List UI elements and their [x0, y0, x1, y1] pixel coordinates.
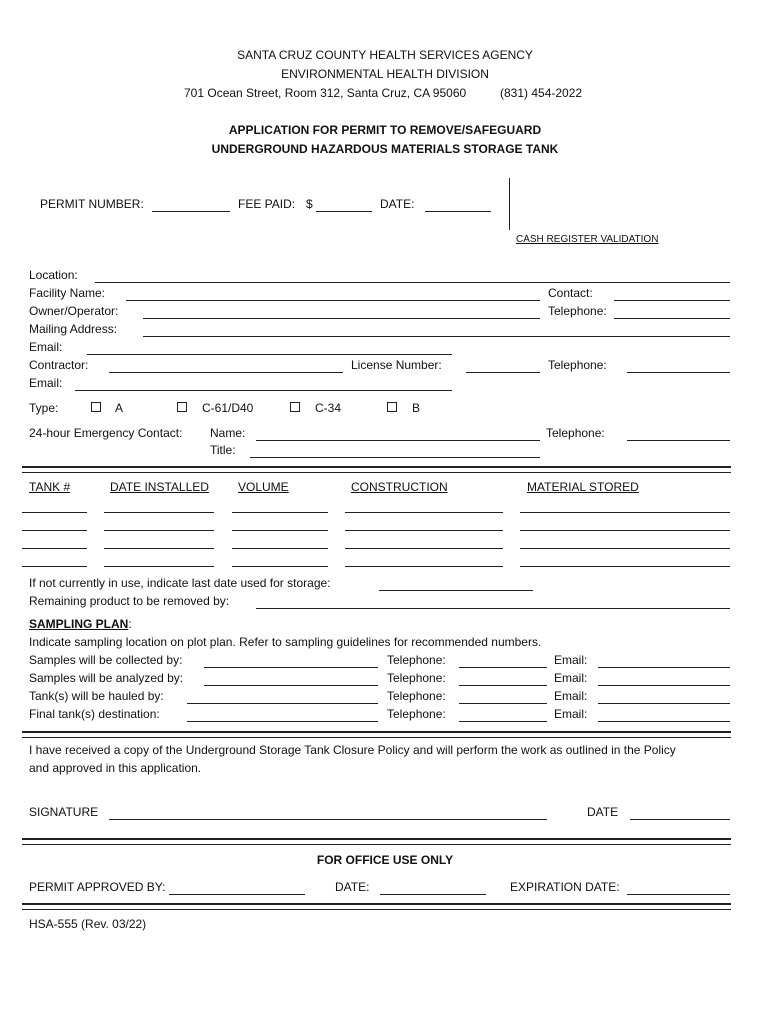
volume-field[interactable] [232, 512, 328, 513]
last-date-used-label: If not currently in use, indicate last date used for storage: [29, 576, 331, 590]
collected-email-field[interactable] [598, 667, 730, 668]
license-number-field[interactable] [466, 372, 540, 373]
location-field[interactable] [95, 282, 730, 283]
expiration-date-field[interactable] [627, 894, 730, 895]
office-date-label: DATE: [335, 880, 370, 894]
analyzed-telephone-field[interactable] [459, 685, 547, 686]
agency-name: SANTA CRUZ COUNTY HEALTH SERVICES AGENCY [237, 48, 533, 62]
hauled-telephone-field[interactable] [459, 703, 547, 704]
construction-header: CONSTRUCTION [351, 480, 448, 494]
tank-number-field[interactable] [22, 566, 87, 567]
office-use-heading: FOR OFFICE USE ONLY [316, 853, 454, 867]
permit-date-field[interactable] [425, 211, 491, 212]
construction-field[interactable] [345, 566, 503, 567]
mailing-address-label: Mailing Address: [29, 322, 118, 336]
volume-field[interactable] [232, 530, 328, 531]
cash-register-validation: CASH REGISTER VALIDATION [516, 234, 659, 245]
sampling-plan-title: SAMPLING PLAN [29, 617, 129, 631]
hauled-telephone-label: Telephone: [387, 689, 446, 703]
license-number-label: License Number: [351, 358, 442, 372]
construction-field[interactable] [345, 512, 503, 513]
material-stored-field[interactable] [520, 548, 730, 549]
permit-number-field[interactable] [152, 211, 230, 212]
date-installed-header: DATE INSTALLED [110, 480, 209, 494]
division-name: ENVIRONMENTAL HEALTH DIVISION [281, 67, 489, 81]
emergency-title-label: Title: [210, 443, 236, 457]
material-stored-field[interactable] [520, 530, 730, 531]
type-label: Type: [29, 401, 59, 415]
owner-operator-field[interactable] [143, 318, 540, 319]
material-stored-header: MATERIAL STORED [527, 480, 639, 494]
type-c34-checkbox[interactable] [290, 402, 300, 412]
analyzed-email-label: Email: [554, 671, 588, 685]
declaration-text-line1: I have received a copy of the Underground Storage Tank Closure Policy and will perform the work as outlined in the Policy [29, 743, 676, 757]
sampling-plan-heading [29, 617, 132, 631]
agency-address: 701 Ocean Street, Room 312, Santa Cruz, CA 95060 [184, 86, 467, 100]
type-b-checkbox[interactable] [387, 402, 397, 412]
emergency-title-field[interactable] [250, 457, 540, 458]
collected-telephone-field[interactable] [459, 667, 547, 668]
hauled-email-field[interactable] [598, 703, 730, 704]
mailing-address-field[interactable] [143, 336, 730, 337]
hauled-email-label: Email: [554, 689, 588, 703]
material-stored-field[interactable] [520, 566, 730, 567]
contact-label: Contact: [548, 286, 593, 300]
date-installed-field[interactable] [104, 548, 214, 549]
hauled-by-field[interactable] [187, 703, 378, 704]
analyzed-by-field[interactable] [204, 685, 378, 686]
form-title-line1: APPLICATION FOR PERMIT TO REMOVE/SAFEGUARD [228, 123, 542, 137]
destination-email-field[interactable] [598, 721, 730, 722]
hauled-by-label: Tank(s) will be hauled by: [29, 689, 164, 703]
type-c61-checkbox[interactable] [177, 402, 187, 412]
expiration-date-label: EXPIRATION DATE: [510, 880, 620, 894]
approved-by-field[interactable] [169, 894, 305, 895]
owner-email-field[interactable] [87, 354, 452, 355]
collected-telephone-label: Telephone: [387, 653, 446, 667]
contractor-telephone-field[interactable] [627, 372, 730, 373]
tank-number-field[interactable] [22, 512, 87, 513]
date-installed-field[interactable] [104, 566, 214, 567]
declaration-text-line2: and approved in this application. [29, 761, 202, 775]
signature-field[interactable] [109, 819, 547, 820]
section-divider [22, 731, 731, 738]
office-date-field[interactable] [380, 894, 486, 895]
emergency-name-label: Name: [210, 426, 246, 440]
facility-name-label: Facility Name: [29, 286, 106, 300]
owner-email-label: Email: [29, 340, 63, 354]
contractor-email-label: Email: [29, 376, 63, 390]
section-divider [22, 466, 731, 473]
signature-date-label: DATE [587, 805, 619, 819]
fee-paid-label: FEE PAID: [238, 197, 296, 211]
facility-name-field[interactable] [126, 300, 540, 301]
remaining-product-field[interactable] [256, 608, 730, 609]
signature-label: SIGNATURE [29, 805, 99, 819]
dollar-sign: $ [306, 197, 313, 211]
volume-field[interactable] [232, 548, 328, 549]
collected-email-label: Email: [554, 653, 588, 667]
emergency-contact-label: 24-hour Emergency Contact: [29, 426, 183, 440]
emergency-telephone-field[interactable] [627, 440, 730, 441]
destination-email-label: Email: [554, 707, 588, 721]
final-destination-field[interactable] [187, 721, 378, 722]
type-a-checkbox[interactable] [91, 402, 101, 412]
permit-number-label: PERMIT NUMBER: [40, 197, 144, 211]
permit-date-label: DATE: [380, 197, 415, 211]
contractor-label: Contractor: [29, 358, 89, 372]
section-divider [22, 903, 731, 910]
last-date-used-field[interactable] [379, 590, 533, 591]
date-installed-field[interactable] [104, 512, 214, 513]
material-stored-field[interactable] [520, 512, 730, 513]
analyzed-telephone-label: Telephone: [387, 671, 446, 685]
final-destination-label: Final tank(s) destination: [29, 707, 160, 721]
owner-telephone-label: Telephone: [548, 304, 607, 318]
type-b-label: B [412, 401, 421, 415]
contractor-email-field[interactable] [75, 390, 452, 391]
analyzed-by-label: Samples will be analyzed by: [29, 671, 184, 685]
contact-field[interactable] [614, 300, 730, 301]
emergency-telephone-label: Telephone: [546, 426, 605, 440]
section-divider [22, 838, 731, 845]
type-a-label: A [115, 401, 124, 415]
date-installed-field[interactable] [104, 530, 214, 531]
tank-number-field[interactable] [22, 548, 87, 549]
destination-telephone-field[interactable] [459, 721, 547, 722]
volume-field[interactable] [232, 566, 328, 567]
sampling-instructions: Indicate sampling location on plot plan. Refer to sampling guidelines for recommended numbers. [29, 635, 542, 649]
validation-divider [509, 178, 510, 230]
tank-number-field[interactable] [22, 530, 87, 531]
agency-phone: (831) 454-2022 [500, 86, 583, 100]
construction-field[interactable] [345, 530, 503, 531]
collected-by-field[interactable] [204, 667, 378, 668]
sampling-plan-colon: : [128, 617, 132, 631]
construction-field[interactable] [345, 548, 503, 549]
volume-header: VOLUME [238, 480, 289, 494]
owner-telephone-field[interactable] [614, 318, 730, 319]
signature-date-field[interactable] [630, 819, 730, 820]
type-c61-label: C-61/D40 [202, 401, 254, 415]
contractor-field[interactable] [109, 372, 343, 373]
remaining-product-label: Remaining product to be removed by: [29, 594, 230, 608]
owner-operator-label: Owner/Operator: [29, 304, 119, 318]
type-c34-label: C-34 [315, 401, 342, 415]
approved-by-label: PERMIT APPROVED BY: [29, 880, 166, 894]
emergency-name-field[interactable] [256, 440, 540, 441]
analyzed-email-field[interactable] [598, 685, 730, 686]
destination-telephone-label: Telephone: [387, 707, 446, 721]
contractor-telephone-label: Telephone: [548, 358, 607, 372]
location-label: Location: [29, 268, 78, 282]
form-title-line2: UNDERGROUND HAZARDOUS MATERIALS STORAGE TANK [211, 142, 559, 156]
tank-number-header: TANK # [29, 480, 71, 494]
collected-by-label: Samples will be collected by: [29, 653, 183, 667]
fee-paid-field[interactable] [316, 211, 372, 212]
form-id: HSA-555 (Rev. 03/22) [29, 917, 147, 931]
